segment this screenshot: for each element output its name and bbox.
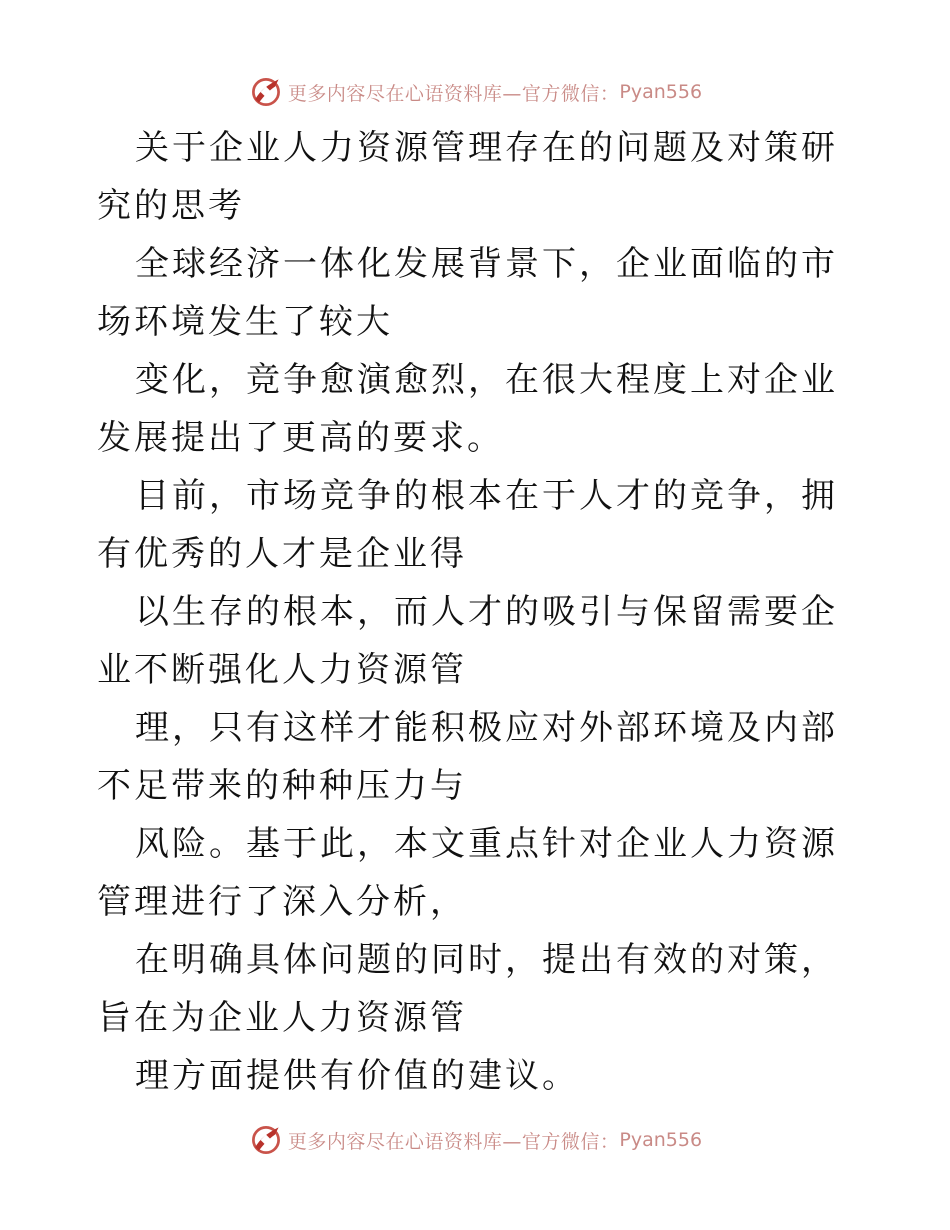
- body-paragraph: 风险。基于此，本文重点针对企业人力资源管理进行了深入分析，: [97, 824, 838, 922]
- logo-icon: [248, 74, 284, 110]
- document-body: [97, 119, 853, 1105]
- footer-watermark: [0, 1120, 950, 1160]
- header-watermark: [0, 72, 950, 112]
- watermark-text: 更多内容尽在心语资料库—官方微信：: [287, 1130, 620, 1153]
- logo-icon: [248, 1122, 284, 1158]
- watermark-handle: Pyan556: [619, 1129, 703, 1151]
- watermark-text: 更多内容尽在心语资料库—官方微信：: [287, 82, 620, 105]
- body-paragraph: 变化，竞争愈演愈烈，在很大程度上对企业发展提出了更高的要求。: [97, 360, 838, 458]
- title-paragraph: 关于企业人力资源管理存在的问题及对策研究的思考: [97, 128, 838, 226]
- body-paragraph: 全球经济一体化发展背景下，企业面临的市场环境发生了较大: [97, 244, 838, 342]
- body-paragraph: 在明确具体问题的同时，提出有效的对策，旨在为企业人力资源管: [97, 940, 838, 1038]
- watermark-handle: Pyan556: [619, 81, 703, 103]
- body-paragraph: 以生存的根本，而人才的吸引与保留需要企业不断强化人力资源管: [97, 592, 838, 690]
- body-paragraph: 理，只有这样才能积极应对外部环境及内部不足带来的种种压力与: [97, 708, 838, 806]
- body-paragraph: 目前，市场竞争的根本在于人才的竞争，拥有优秀的人才是企业得: [97, 476, 838, 574]
- body-paragraph: 理方面提供有价值的建议。: [135, 1056, 579, 1096]
